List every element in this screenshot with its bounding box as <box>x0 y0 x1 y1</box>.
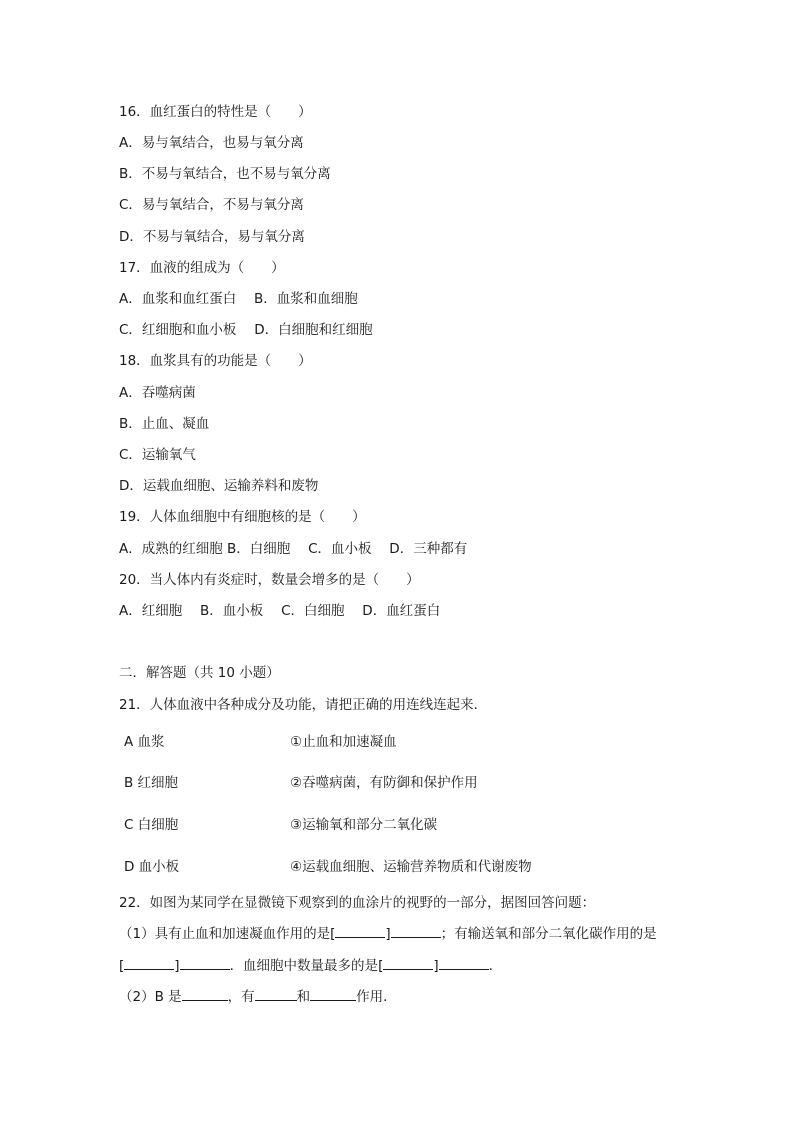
q22-line-3 <box>119 987 397 1007</box>
section-2-heading: 二．解答题（共 10 小题） <box>119 665 280 681</box>
q21-right-item-4: ④运载血细胞、运输营养物质和代谢废物 <box>290 859 532 875</box>
q16-option-d: D．不易与氧结合，易与氧分离 <box>119 229 305 245</box>
q21-right-item-1: ①止血和加速凝血 <box>290 734 397 750</box>
bracket-open: [ <box>119 958 125 974</box>
q18-stem: 18．血浆具有的功能是（ ） <box>119 353 312 369</box>
q22-line-3-text-b: ，有 <box>227 989 255 1005</box>
q22-stem: 22．如图为某同学在显微镜下观察到的血涂片的视野的一部分，据图回答问题： <box>119 895 596 911</box>
q22-line-2-end: ． <box>488 958 503 974</box>
answer-blank-b-function-2[interactable] <box>310 987 356 1001</box>
q16-option-a: A．易与氧结合，也易与氧分离 <box>119 135 304 151</box>
q21-left-item-a: A 血浆 <box>124 734 165 750</box>
q17-options-row-2: C．红细胞和血小板 D．白细胞和红细胞 <box>119 322 373 338</box>
answer-blank-most-name[interactable] <box>439 956 489 970</box>
q16-option-c: C．易与氧结合，不易与氧分离 <box>119 197 304 213</box>
answer-blank-rbc-name[interactable] <box>180 956 230 970</box>
answer-blank-b-name[interactable] <box>182 987 228 1001</box>
q17-stem: 17．血液的组成为（ ） <box>119 260 285 276</box>
q22-line-1-text-a: （1）具有止血和加速凝血作用的是 <box>119 926 331 942</box>
q16-option-b: B．不易与氧结合，也不易与氧分离 <box>119 166 331 182</box>
q22-line-3-text-c: 和 <box>296 989 311 1005</box>
q22-line-1-text-b: ；有输送氧和部分二氧化碳作用的是 <box>440 926 657 942</box>
q21-stem: 21．人体血液中各种成分及功能，请把正确的用连线连起来． <box>119 697 488 713</box>
bracket-close: ] <box>174 958 180 974</box>
q21-right-item-2: ②吞噬病菌，有防御和保护作用 <box>290 775 478 791</box>
q17-options-row-1: A．血浆和血红蛋白 B．血浆和血细胞 <box>119 291 358 307</box>
bracket-open: [ <box>330 926 336 942</box>
answer-blank-most-letter[interactable] <box>383 956 433 970</box>
q21-right-item-3: ③运输氧和部分二氧化碳 <box>290 817 438 833</box>
q18-option-a: A．吞噬病菌 <box>119 385 196 401</box>
answer-blank-platelet-letter[interactable] <box>335 924 385 938</box>
bracket-close: ] <box>385 926 391 942</box>
bracket-close: ] <box>433 958 439 974</box>
q21-left-item-c: C 白细胞 <box>124 817 179 833</box>
q18-option-b: B．止血、凝血 <box>119 416 210 432</box>
q20-stem: 20．当人体内有炎症时，数量会增多的是（ ） <box>119 572 420 588</box>
q20-options-row: A．红细胞 B．血小板 C．白细胞 D．血红蛋白 <box>119 603 441 619</box>
q19-stem: 19．人体血细胞中有细胞核的是（ ） <box>119 509 366 525</box>
answer-blank-rbc-letter[interactable] <box>124 956 174 970</box>
q22-line-3-text-a: （2）B 是 <box>119 989 182 1005</box>
q21-left-item-d: D 血小板 <box>124 859 180 875</box>
q16-stem: 16．血红蛋白的特性是（ ） <box>119 104 312 120</box>
q22-line-3-text-d: 作用． <box>356 989 397 1005</box>
answer-blank-platelet-name[interactable] <box>391 924 441 938</box>
answer-blank-b-function-1[interactable] <box>255 987 297 1001</box>
q22-line-2-text-a: ．血细胞中数量最多的是 <box>229 958 379 974</box>
q19-options-row: A．成熟的红细胞 B．白细胞 C．血小板 D．三种都有 <box>119 541 468 557</box>
q22-line-1 <box>119 924 657 944</box>
bracket-open: [ <box>378 958 384 974</box>
q18-option-d: D．运载血细胞、运输养料和废物 <box>119 478 319 494</box>
q18-option-c: C．运输氧气 <box>119 447 196 463</box>
q21-left-item-b: B 红细胞 <box>124 775 179 791</box>
q22-line-2 <box>119 956 502 976</box>
